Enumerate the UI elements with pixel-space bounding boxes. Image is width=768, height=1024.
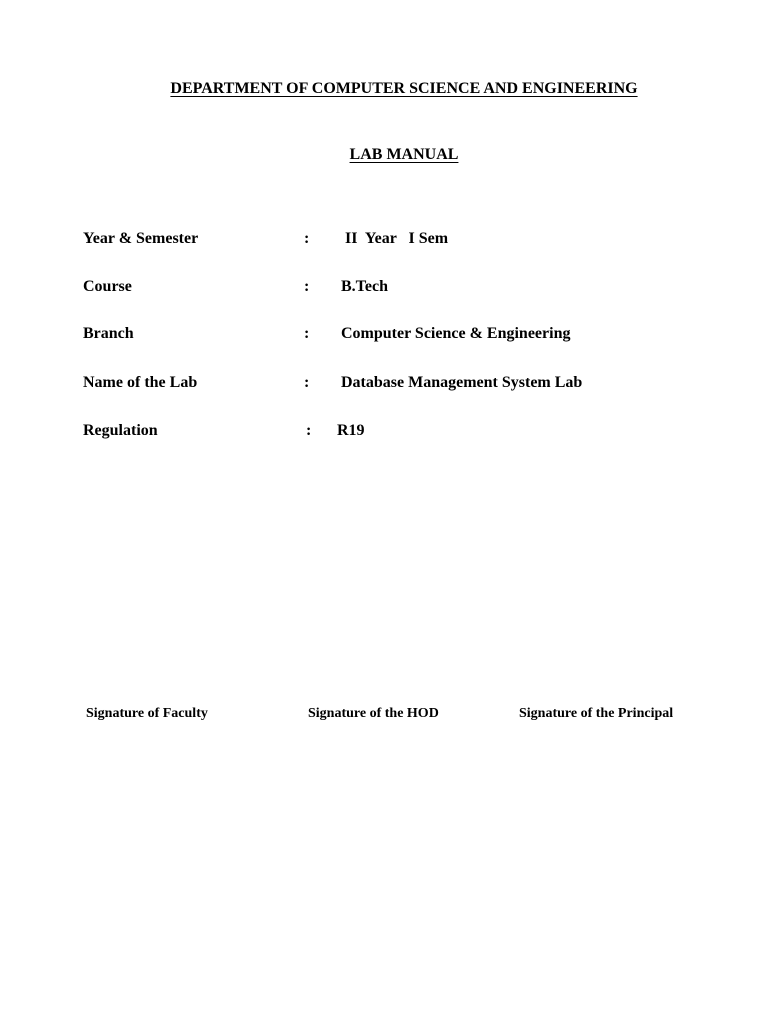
info-separator: : <box>304 230 310 247</box>
signature-hod: Signature of the HOD <box>308 706 439 721</box>
info-label: Course <box>83 278 132 295</box>
info-separator: : <box>304 325 310 342</box>
info-label: Year & Semester <box>83 230 199 247</box>
info-label: Name of the Lab <box>83 374 198 391</box>
department-heading: DEPARTMENT OF COMPUTER SCIENCE AND ENGINEERING <box>170 80 638 97</box>
info-row-year-semester <box>83 230 723 252</box>
info-value: B.Tech <box>341 278 388 295</box>
info-separator: : <box>304 278 310 295</box>
info-value: II Year I Sem <box>345 230 449 247</box>
info-row-course <box>83 278 723 300</box>
info-separator: : <box>306 422 312 439</box>
info-label: Regulation <box>83 422 158 439</box>
info-row-regulation <box>83 422 723 444</box>
document-title: LAB MANUAL <box>349 146 459 163</box>
info-row-lab-name <box>83 374 723 396</box>
info-value: R19 <box>337 422 365 439</box>
info-value: Database Management System Lab <box>341 374 583 391</box>
info-label: Branch <box>83 325 134 342</box>
signature-faculty: Signature of Faculty <box>86 706 208 721</box>
info-separator: : <box>304 374 310 391</box>
info-row-branch <box>83 325 723 347</box>
signature-principal: Signature of the Principal <box>519 706 674 721</box>
info-value: Computer Science & Engineering <box>341 325 571 342</box>
